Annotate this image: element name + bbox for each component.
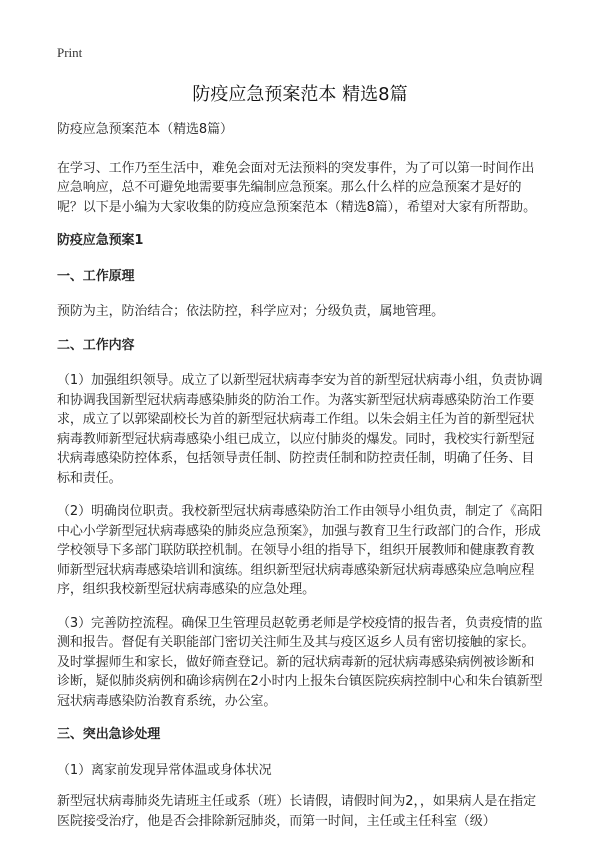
content-paragraph-1: （1）加强组织领导。成立了以新型冠状病毒李安为首的新型冠状病毒小组，负责协调和协调我国新型冠状病毒感染肺炎的防治工作。为落实新型冠状病毒感染防治工作要求，成立了以郭梁副校长为首的新型冠状病毒工作组。以朱会娟主任为首的新型冠状病毒教师新型冠状病毒感染小组已成立，以应付肺炎的爆发。同时，我校实行新型冠状病毒感染防控体系，包括领导责任制、防控责任制和防控责任制，明确了任务、目标和责任。 [57,373,543,486]
emergency-paragraph-2: 新型冠状病毒肺炎先请班主任或系（班）长请假，请假时间为2，，如果病人是在指定医院接受治疗，他是否会排除新冠肺炎，而第一时间，主任或主任科室（级） [57,794,536,829]
section-heading-emergency: 三、突出急诊处理 [57,727,161,742]
section-heading-principle: 一、工作原理 [57,268,135,284]
section-principle-text: 预防为主，防治结合；依法防控，科学应对；分级负责，属地管理。 [57,304,445,319]
page-title: 防疫应急预案范本 精选8篇 [192,84,408,105]
content-paragraph-2: （2）明确岗位职责。我校新型冠状病毒感染防治工作由领导小组负责，制定了《高阳中心小学新型冠状病毒感染的肺炎应急预案》，加强与教育卫生行政部门的合作，形成学校领导下多部门联防联控机制。在领导小组的指导下，组织开展教师和健康教育教师新型冠状病毒感染培训和演练。组织新型冠状病毒感染新冠状病毒感染应急响应程序，组织我校新型冠状病毒感染的应急处理。 [57,504,543,597]
document-subtitle: 防疫应急预案范本（精选8篇） [57,122,233,137]
document-body [57,120,547,845]
plan-heading: 防疫应急预案1 [57,233,144,248]
content-paragraph-3: （3）完善防控流程。确保卫生管理员赵乾勇老师是学校疫情的报告者，负责疫情的监测和报告。督促有关职能部门密切关注师生及其与疫区返乡人员有密切接触的家长。及时掌握师生和家长，做好筛查登记。新的冠状病毒新的冠状病毒感染病例被诊断和诊断，疑似肺炎病例和确诊病例在2小时内上报朱台镇医院疾病控制中心和朱台镇新型冠状病毒感染防治教育系统，办公室。 [57,615,543,709]
print-link[interactable]: Print [57,45,83,60]
intro-paragraph: 在学习、工作乃至生活中，难免会面对无法预料的突发事件，为了可以第一时间作出应急响应，总不可避免地需要事先编制应急预案。那么什么样的应急预案才是好的呢？以下是小编为大家收集的防疫应急预案范本（精选8篇），希望对大家有所帮助。 [57,160,536,215]
section-heading-content: 二、工作内容 [57,337,135,353]
emergency-paragraph-1: （1）离家前发现异常体温或身体状况 [57,762,272,778]
